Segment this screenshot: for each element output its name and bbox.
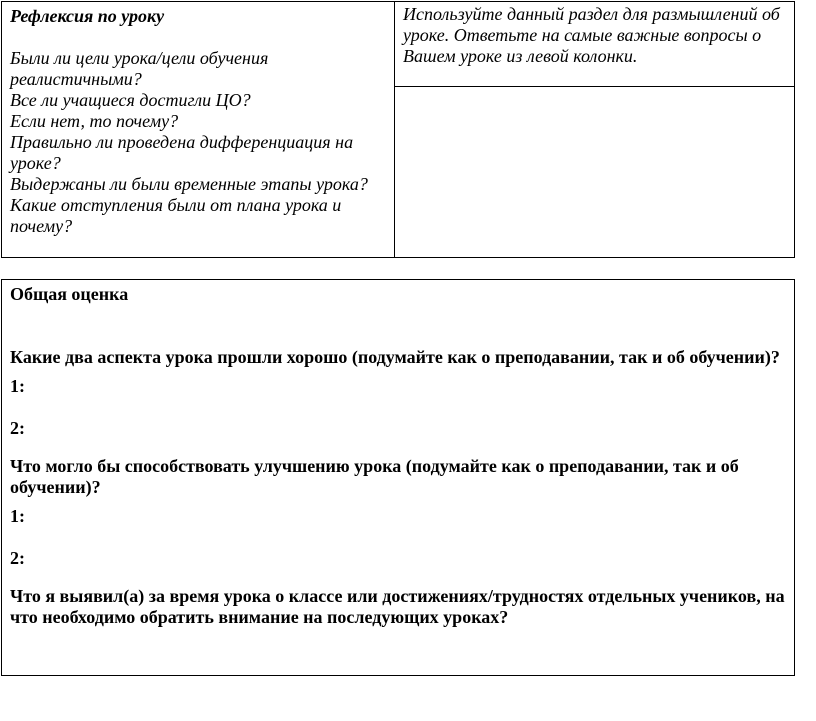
assessment-question-2: Что могло бы способствовать улучшению урока (подумайте как о преподавании, так и об обучении)? <box>10 456 739 497</box>
assessment-q1-answer-2[interactable]: 2: <box>10 418 25 438</box>
reflection-question-2: Все ли учащиеся достигли ЦО? <box>10 90 251 110</box>
reflection-instruction: Используйте данный раздел для размышлений об уроке. Ответьте на самые важные вопросы о Вашем уроке из левой колонки. <box>403 4 780 66</box>
assessment-q2-answer-2[interactable]: 2: <box>10 548 25 568</box>
reflection-answer-area[interactable] <box>395 87 795 258</box>
reflection-table <box>1 1 795 258</box>
reflection-question-1: Были ли цели урока/цели обучения реалистичными? <box>10 48 269 89</box>
reflection-question-5: Выдержаны ли были временные этапы урока? <box>10 174 368 194</box>
assessment-box <box>1 279 795 676</box>
assessment-title: Общая оценка <box>10 284 129 304</box>
reflection-instruction-cell <box>395 2 795 87</box>
reflection-question-4: Правильно ли проведена дифференциация на уроке? <box>10 132 354 173</box>
reflection-question-3: Если нет, то почему? <box>10 111 179 131</box>
assessment-question-3: Что я выявил(а) за время урока о классе или достижениях/трудностях отдельных учеников, на что необходимо обратить внимание на последующих уроках? <box>10 586 785 627</box>
reflection-question-6: Какие отступления были от плана урока и почему? <box>10 195 342 236</box>
assessment-q1-answer-1[interactable]: 1: <box>10 376 25 396</box>
reflection-questions-cell <box>2 2 395 258</box>
reflection-title: Рефлексия по уроку <box>10 6 165 26</box>
assessment-question-1: Какие два аспекта урока прошли хорошо (подумайте как о преподавании, так и об обучении)? <box>10 347 780 367</box>
assessment-q2-answer-1[interactable]: 1: <box>10 506 25 526</box>
